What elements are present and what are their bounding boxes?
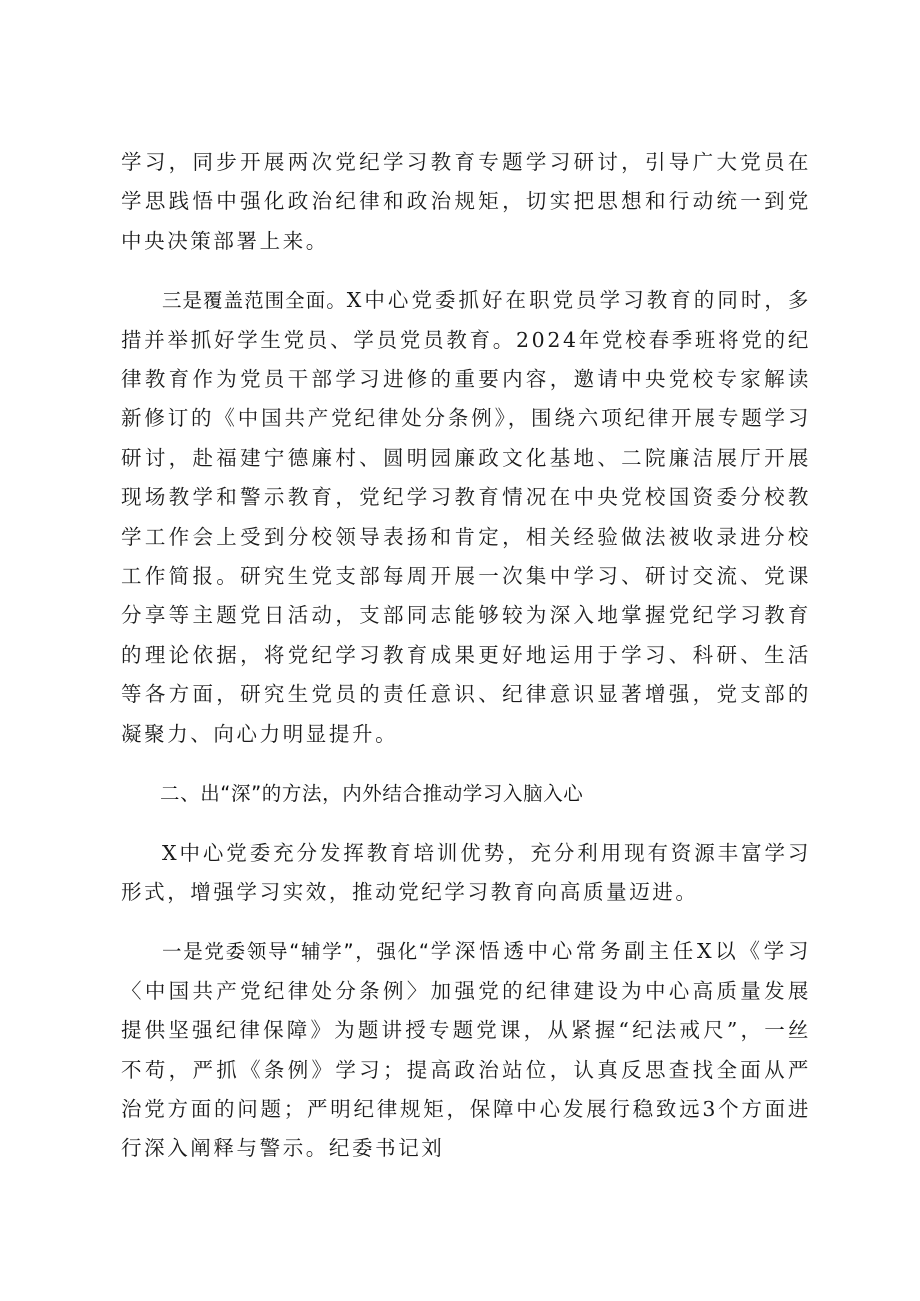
paragraph-text: 学习，同步开展两次党纪学习教育专题学习研讨，引导广大党员在学思践悟中强化政治纪律和政治规矩，切实把思想和行动统一到党中央决策部署上来。 bbox=[121, 150, 811, 253]
paragraph-text: X中心党委充分发挥教育培训优势，充分利用现有资源丰富学习形式，增强学习实效，推动党纪学习教育向高质量迈进。 bbox=[121, 840, 811, 904]
document-body bbox=[121, 143, 811, 1189]
paragraph-lead: 一是党委领导“辅学”，强化“ bbox=[162, 940, 430, 964]
paragraph-text: 学深悟透中心常务副主任X以《学习〈中国共产党纪律处分条例〉加强党的纪律建设为中心高质量发展提供坚强纪律保障》为题讲授专题党课，从紧握“纪法戒尺”，一丝不苟，严抓《条例》学习；提高政治站位，认真反思查找全面从严治党方面的问题；严明纪律规矩，保障中心发展行稳致远3个方面进行深入阐释与警示。纪委书记刘 bbox=[121, 939, 811, 1161]
paragraph-continued bbox=[121, 143, 811, 261]
section-heading: 二、出“深”的方法，内外结合推动学习入脑入心 bbox=[160, 782, 584, 806]
paragraph-leadership bbox=[121, 932, 811, 1168]
paragraph-coverage bbox=[121, 281, 811, 754]
paragraph-lead: 三是覆盖范围全面。 bbox=[162, 289, 347, 313]
paragraph-intro bbox=[121, 834, 811, 913]
paragraph-text: X中心党委抓好在职党员学习教育的同时，多措并举抓好学生党员、学员党员教育。2024年党校春季班将党的纪律教育作为党员干部学习进修的重要内容，邀请中央党校专家解读新修订的《中国共产党纪律处分条例》，围绕六项纪律开展专题学习研讨，赴福建宁德廉村、圆明园廉政文化基地、二院廉洁展厅开展现场教学和警示教育，党纪学习教育情况在中央党校国资委分校教学工作会上受到分校领导表扬和肯定，相关经验做法被收录进分校工作简报。研究生党支部每周开展一次集中学习、研讨交流、党课分享等主题党日活动，支部同志能够较为深入地掌握党纪学习教育的理论依据，将党纪学习教育成果更好地运用于学习、科研、生活等各方面，研究生党员的责任意识、纪律意识显著增强，党支部的凝聚力、向心力明显提升。 bbox=[121, 288, 812, 746]
